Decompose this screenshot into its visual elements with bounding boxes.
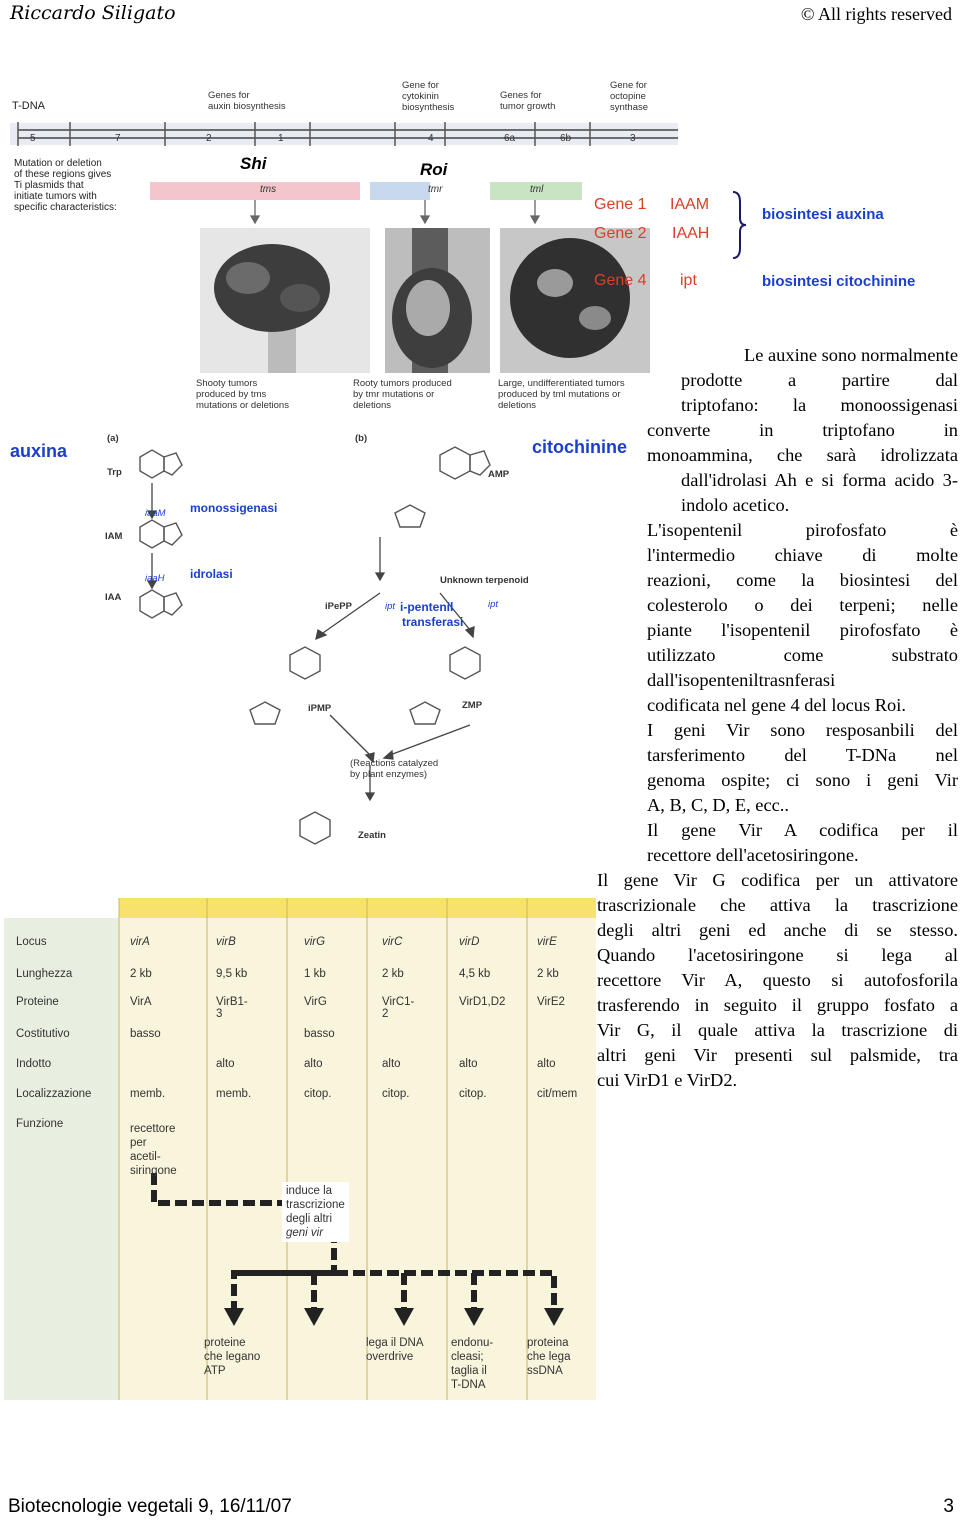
text-line: Le auxine sono normalmente bbox=[744, 345, 958, 365]
output-line: T-DNA bbox=[451, 1379, 486, 1391]
text-line: colesterolo o dei terpeni; nelle bbox=[647, 595, 958, 615]
output-line: che legano bbox=[204, 1351, 261, 1363]
copyright-notice: © All rights reserved bbox=[800, 4, 952, 24]
text-line: Il gene Vir A codifica per il bbox=[647, 820, 958, 840]
biosynthesis-auxin-label: biosintesi auxina bbox=[762, 206, 884, 223]
row-label-locus: Locus bbox=[16, 936, 47, 948]
function-line: siringone bbox=[130, 1165, 177, 1177]
legend-brace bbox=[730, 190, 750, 260]
function-line: geni vir bbox=[286, 1227, 324, 1239]
induced-cell: alto bbox=[459, 1058, 478, 1070]
caption-line: Shooty tumors bbox=[196, 378, 258, 389]
mutation-note-line: Mutation or deletion bbox=[14, 158, 102, 169]
locus-number: 6b bbox=[560, 133, 572, 144]
caption-line: produced by tml mutations or bbox=[498, 389, 621, 400]
reactions-note bbox=[350, 758, 438, 780]
constitutive-cell: basso bbox=[304, 1028, 335, 1040]
localization-cell: memb. bbox=[130, 1088, 166, 1100]
text-line: monoammina, che sarà idrolizzata bbox=[647, 445, 958, 465]
caption-shooty bbox=[196, 378, 336, 411]
locus-number: 4 bbox=[428, 133, 434, 144]
transferasi-label: transferasi bbox=[402, 615, 464, 629]
function-cell-vira bbox=[130, 1122, 177, 1178]
text-line: piante l'isopentenil pirofosfato è bbox=[647, 620, 958, 640]
output-line: lega il DNA bbox=[366, 1337, 424, 1349]
output-line: overdrive bbox=[366, 1351, 414, 1363]
tmr-label: tmr bbox=[428, 184, 443, 195]
iaam-label: IAAM bbox=[670, 196, 710, 213]
text-line: triptofano: la monoossigenasi bbox=[681, 395, 958, 415]
tml-label: tml bbox=[530, 184, 544, 195]
output-line: taglia il bbox=[451, 1365, 487, 1377]
gene-group-tumor: Genes for tumor growth bbox=[500, 90, 556, 112]
ipt-enzyme-label: ipt bbox=[488, 599, 499, 610]
pathway-graphic bbox=[0, 425, 650, 865]
caption-line: by tmr mutations or bbox=[353, 389, 435, 400]
footer-course: Biotecnologie vegetali 9, 16/11/07 bbox=[8, 1496, 292, 1517]
text-block-lower bbox=[597, 868, 958, 1093]
gene-group-cytokinin: Gene for cytokinin biosynthesis bbox=[402, 80, 455, 113]
ipt-enzyme-label: ipt bbox=[385, 601, 396, 612]
author-name: Riccardo Siligato bbox=[10, 2, 176, 24]
page-number: 3 bbox=[943, 1496, 954, 1517]
output-line: che lega bbox=[527, 1351, 571, 1363]
text-line: altri geni Vir presenti sul palsmide, tra bbox=[597, 1045, 958, 1065]
text-line: converte in triptofano in bbox=[647, 420, 958, 440]
length-cell: 1 kb bbox=[304, 968, 326, 980]
citochinine-label: citochinine bbox=[532, 437, 628, 457]
induced-cell: alto bbox=[216, 1058, 235, 1070]
function-line: acetil- bbox=[130, 1151, 161, 1163]
caption-line: produced by tms bbox=[196, 389, 267, 400]
iaa-label: IAA bbox=[105, 592, 122, 603]
length-cell: 2 kb bbox=[130, 968, 152, 980]
text-line: trascrizionale che attiva la trascrizione bbox=[597, 895, 958, 915]
output-line: endonu- bbox=[451, 1337, 494, 1349]
text-line: tarsferimento del T-DNa nel bbox=[647, 745, 958, 765]
text-line: Il gene Vir G codifica per un attivatore bbox=[597, 870, 958, 890]
text-line: degli altri geni ed anche di se stesso. bbox=[597, 920, 958, 940]
caption-rooty bbox=[353, 378, 493, 411]
locus-cell: virD bbox=[459, 936, 480, 948]
tdna-map-figure bbox=[10, 78, 680, 418]
row-label-function: Funzione bbox=[16, 1118, 64, 1130]
locus-cell: virB bbox=[216, 936, 236, 948]
localization-cell: citop. bbox=[382, 1088, 410, 1100]
localization-cell: memb. bbox=[216, 1088, 252, 1100]
length-cell: 4,5 kb bbox=[459, 968, 491, 980]
localization-cell: citop. bbox=[304, 1088, 332, 1100]
localization-cell: cit/mem bbox=[537, 1088, 578, 1100]
function-line: recettore bbox=[130, 1123, 176, 1135]
iaam-enzyme-label: iaaM bbox=[145, 508, 166, 519]
localization-cell: citop. bbox=[459, 1088, 487, 1100]
mutation-note-line: initiate tumors with bbox=[14, 191, 97, 202]
mutation-note-line: of these regions gives bbox=[14, 169, 112, 180]
caption-line: deletions bbox=[498, 400, 537, 411]
text-line: utilizzato come substrato bbox=[647, 645, 958, 665]
shi-label: Shi bbox=[240, 154, 267, 173]
caption-line: Rooty tumors produced bbox=[353, 378, 452, 389]
text-line: recettore dell'acetosiringone. bbox=[647, 845, 859, 865]
vir-gene-table bbox=[4, 898, 596, 1400]
locus-cell: virG bbox=[304, 936, 326, 948]
text-line: reazioni, come la biosintesi del bbox=[647, 570, 958, 590]
tms-label: tms bbox=[260, 184, 277, 195]
output-line: cleasi; bbox=[451, 1351, 484, 1363]
gene-4-label: Gene 4 bbox=[594, 272, 647, 289]
auxina-label: auxina bbox=[10, 441, 68, 461]
induced-cell: alto bbox=[537, 1058, 556, 1070]
tumor-photo-rooty bbox=[385, 228, 490, 373]
locus-cell: virC bbox=[382, 936, 403, 948]
protein-cell: VirC1-2 bbox=[382, 996, 415, 1020]
output-endonuclease bbox=[451, 1336, 493, 1392]
ipmp-label: iPMP bbox=[308, 703, 332, 714]
text-line: dall'idrolasi Ah e si forma acido 3- bbox=[681, 470, 958, 490]
row-label-length: Lunghezza bbox=[16, 968, 73, 980]
induced-cell: alto bbox=[382, 1058, 401, 1070]
idrolasi-label: idrolasi bbox=[190, 567, 233, 581]
text-line: Vir G, il quale attiva la trascrizione di bbox=[597, 1020, 958, 1040]
tdna-label: T-DNA bbox=[12, 100, 45, 112]
locus-number: 6a bbox=[504, 133, 516, 144]
output-ssdna-binding bbox=[527, 1336, 570, 1378]
row-label-proteins: Proteine bbox=[16, 996, 59, 1008]
protein-cell: VirB1-3 bbox=[216, 996, 248, 1020]
gene-1-label: Gene 1 bbox=[594, 196, 647, 213]
constitutive-cell: basso bbox=[130, 1028, 161, 1040]
caption-large bbox=[498, 378, 668, 411]
function-line: per bbox=[130, 1137, 147, 1149]
text-line: prodotte a partire dal bbox=[681, 370, 958, 390]
gene-group-octopine: Gene for octopine synthase bbox=[610, 80, 649, 113]
text-line: recettore Vir A, questo si autofosforila bbox=[597, 970, 958, 990]
caption-line: mutations or deletions bbox=[196, 400, 289, 411]
output-line: ssDNA bbox=[527, 1365, 563, 1377]
locus-cell: virA bbox=[130, 936, 150, 948]
locus-cell: virE bbox=[537, 936, 557, 948]
tdna-map-graphic bbox=[10, 78, 680, 418]
text-line: codificata nel gene 4 del locus Roi. bbox=[647, 695, 906, 715]
text-line: trasferendo in seguito il gruppo fosfato a bbox=[597, 995, 958, 1015]
text-line: dall'isopenteniltrasnferasi bbox=[647, 670, 836, 690]
i-pentenil-label: i-pentenil bbox=[400, 600, 454, 614]
biosynthesis-cytokinin-label: biosintesi citochinine bbox=[762, 273, 916, 290]
monossigenasi-label: monossigenasi bbox=[190, 501, 278, 515]
row-label-constitutive: Costitutivo bbox=[16, 1028, 70, 1040]
mutation-note bbox=[14, 158, 144, 213]
iaah-enzyme-label: iaaH bbox=[145, 573, 165, 584]
function-line: trascrizione bbox=[286, 1199, 345, 1211]
locus-number: 2 bbox=[206, 133, 212, 144]
protein-cell: VirD1,D2 bbox=[459, 996, 506, 1008]
output-line: ATP bbox=[204, 1365, 226, 1377]
function-line: degli altri bbox=[286, 1213, 333, 1225]
protein-cell: VirG bbox=[304, 996, 327, 1008]
text-line: l'intermedio chiave di molte bbox=[647, 545, 958, 565]
iam-label: IAM bbox=[105, 531, 123, 542]
mutation-note-line: Ti plasmids that bbox=[14, 180, 84, 191]
text-line: indolo acetico. bbox=[681, 495, 790, 515]
text-line: A, B, C, D, E, ecc.. bbox=[647, 795, 789, 815]
output-line: proteina bbox=[527, 1337, 569, 1349]
biosynthesis-pathway-figure bbox=[0, 425, 650, 865]
row-label-localization: Localizzazione bbox=[16, 1088, 92, 1100]
reactions-note-line: by plant enzymes) bbox=[350, 769, 428, 780]
output-line: proteine bbox=[204, 1337, 246, 1349]
text-line: genoma ospite; ci sono i geni Vir bbox=[647, 770, 958, 790]
caption-line: Large, undifferentiated tumors bbox=[498, 378, 625, 389]
reactions-note-line: (Reactions catalyzed bbox=[350, 758, 439, 769]
text-block-upper bbox=[647, 343, 958, 868]
text-line: I geni Vir sono resposanbili del bbox=[647, 720, 958, 740]
unknown-terpenoid-label: Unknown terpenoid bbox=[440, 575, 529, 586]
function-line: induce la bbox=[286, 1185, 333, 1197]
output-overdrive bbox=[366, 1336, 424, 1364]
output-atp-binding bbox=[204, 1336, 260, 1378]
length-cell: 9,5 kb bbox=[216, 968, 248, 980]
zmp-label: ZMP bbox=[462, 700, 483, 711]
gene-2-label: Gene 2 bbox=[594, 225, 647, 242]
text-line: cui VirD1 e VirD2. bbox=[597, 1070, 738, 1090]
function-cell-virg bbox=[282, 1182, 349, 1242]
length-cell: 2 kb bbox=[537, 968, 559, 980]
panel-b-label: (b) bbox=[355, 433, 368, 444]
gene-legend bbox=[590, 190, 955, 300]
length-cell: 2 kb bbox=[382, 968, 404, 980]
locus-number: 7 bbox=[115, 133, 121, 144]
amp-label: AMP bbox=[488, 469, 510, 480]
locus-number: 3 bbox=[630, 133, 636, 144]
locus-number: 1 bbox=[278, 133, 284, 144]
ipepp-label: iPePP bbox=[325, 601, 352, 612]
ipt-label: ipt bbox=[680, 272, 697, 289]
text-line: Quando l'acetosiringone si lega al bbox=[597, 945, 958, 965]
tumor-photo-shooty bbox=[200, 228, 370, 373]
text-line: L'isopentenil pirofosfato è bbox=[647, 520, 958, 540]
protein-cell: VirA bbox=[130, 996, 152, 1008]
protein-cell: VirE2 bbox=[537, 996, 565, 1008]
vir-table-graphic bbox=[4, 898, 596, 1400]
gene-group-auxin: Genes for auxin biosynthesis bbox=[208, 90, 286, 112]
roi-label: Roi bbox=[420, 160, 448, 179]
trp-label: Trp bbox=[107, 467, 122, 478]
zeatin-label: Zeatin bbox=[358, 830, 386, 841]
caption-line: deletions bbox=[353, 400, 392, 411]
mutation-note-line: specific characteristics: bbox=[14, 202, 117, 213]
induced-cell: alto bbox=[304, 1058, 323, 1070]
panel-a-label: (a) bbox=[107, 433, 119, 444]
locus-number: 5 bbox=[30, 133, 36, 144]
row-label-induced: Indotto bbox=[16, 1058, 52, 1070]
iaah-label: IAAH bbox=[672, 225, 710, 242]
